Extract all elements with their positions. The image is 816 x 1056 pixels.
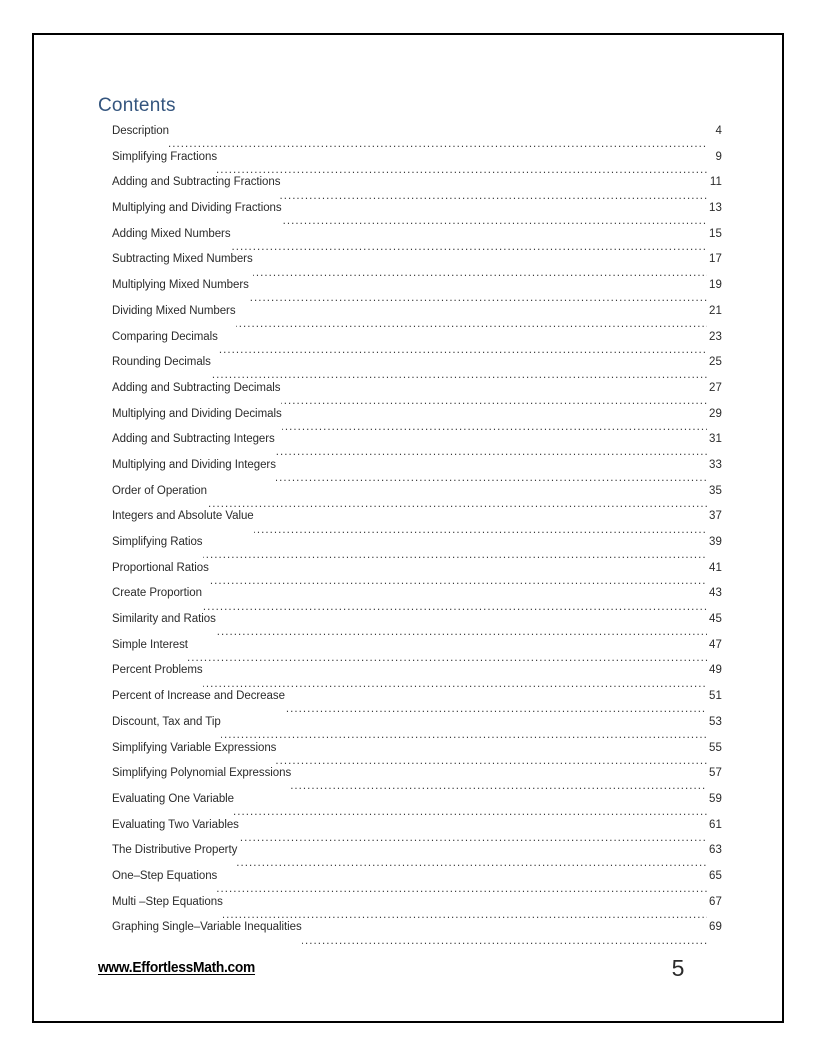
toc-entry-label: Multi –Step Equations — [112, 895, 223, 908]
toc-entry[interactable] — [98, 382, 722, 408]
toc-dot-leader — [203, 679, 707, 691]
toc-entry-page-number: 43 — [709, 587, 722, 600]
toc-dot-leader — [250, 293, 707, 305]
toc-dot-leader — [232, 242, 707, 254]
toc-entry-label: Similarity and Ratios — [112, 613, 216, 626]
toc-entry-label: Adding and Subtracting Integers — [112, 433, 275, 446]
toc-entry-label: Multiplying Mixed Numbers — [112, 279, 249, 292]
toc-entry[interactable] — [98, 844, 722, 870]
toc-dot-leader — [302, 936, 707, 948]
toc-entry[interactable] — [98, 587, 722, 613]
toc-entry-page-number: 9 — [715, 150, 722, 163]
toc-entry-page-number: 49 — [709, 664, 722, 677]
toc-entry-label: Graphing Single–Variable Inequalities — [112, 921, 302, 934]
toc-entry-page-number: 17 — [709, 253, 722, 266]
toc-entry-list — [98, 125, 722, 947]
toc-dot-leader — [203, 602, 707, 614]
toc-entry[interactable] — [98, 613, 722, 639]
toc-entry-label: Rounding Decimals — [112, 356, 211, 369]
toc-entry-page-number: 41 — [709, 561, 722, 574]
toc-entry[interactable] — [98, 331, 722, 357]
toc-entry-label: Comparing Decimals — [112, 330, 218, 343]
toc-dot-leader — [253, 268, 707, 280]
toc-entry-label: Description — [112, 125, 169, 137]
toc-entry-page-number: 51 — [709, 690, 722, 703]
toc-entry[interactable] — [98, 742, 722, 768]
toc-entry-label: Order of Operation — [112, 484, 207, 497]
toc-entry[interactable] — [98, 819, 722, 845]
toc-entry[interactable] — [98, 870, 722, 896]
toc-entry[interactable] — [98, 793, 722, 819]
toc-entry-label: Evaluating Two Variables — [112, 818, 239, 831]
toc-dot-leader — [276, 756, 707, 768]
website-url-link[interactable]: www.EffortlessMath.com — [98, 960, 256, 976]
toc-entry-label: Simplifying Ratios — [112, 536, 203, 548]
toc-dot-leader — [210, 576, 707, 588]
toc-entry[interactable] — [98, 279, 722, 305]
toc-entry-page-number: 35 — [709, 484, 722, 497]
toc-entry[interactable] — [98, 510, 722, 536]
toc-entry-page-number: 31 — [709, 433, 722, 446]
toc-dot-leader — [188, 653, 707, 665]
toc-entry-page-number: 13 — [709, 202, 722, 215]
toc-entry-page-number: 33 — [709, 458, 722, 471]
table-of-contents — [98, 95, 722, 947]
toc-dot-leader — [169, 139, 707, 151]
toc-entry-page-number: 63 — [709, 844, 722, 857]
toc-entry-page-number: 19 — [709, 279, 722, 292]
toc-entry[interactable] — [98, 485, 722, 511]
toc-entry-page-number: 39 — [709, 536, 722, 548]
toc-dot-leader — [217, 884, 707, 896]
toc-entry[interactable] — [98, 459, 722, 485]
toc-entry[interactable] — [98, 433, 722, 459]
toc-entry-page-number: 25 — [709, 356, 722, 369]
toc-dot-leader — [283, 216, 707, 228]
toc-entry-label: Multiplying and Dividing Fractions — [112, 202, 282, 215]
toc-dot-leader — [212, 370, 707, 382]
toc-entry-page-number: 53 — [709, 715, 722, 728]
toc-entry-page-number: 23 — [709, 330, 722, 343]
toc-dot-leader — [217, 165, 707, 177]
toc-entry-page-number: 29 — [709, 407, 722, 420]
toc-entry[interactable] — [98, 151, 722, 177]
toc-entry-label: Evaluating One Variable — [112, 792, 235, 805]
toc-dot-leader — [240, 833, 707, 845]
toc-entry[interactable] — [98, 228, 722, 254]
toc-dot-leader — [236, 319, 707, 331]
toc-entry-label: Multiplying and Dividing Integers — [112, 458, 276, 471]
toc-entry-label: Create Proportion — [112, 587, 202, 600]
toc-dot-leader — [286, 704, 707, 716]
toc-entry-page-number: 59 — [709, 792, 722, 805]
toc-entry[interactable] — [98, 716, 722, 742]
toc-entry-page-number: 37 — [709, 510, 722, 523]
toc-entry-page-number: 27 — [709, 381, 722, 394]
toc-entry[interactable] — [98, 639, 722, 665]
toc-entry-label: Dividing Mixed Numbers — [112, 304, 236, 317]
toc-dot-leader — [219, 345, 707, 357]
page-title: Contents — [98, 95, 176, 116]
toc-entry-label: Simplifying Polynomial Expressions — [112, 767, 292, 780]
toc-dot-leader — [237, 858, 707, 870]
toc-entry-page-number: 67 — [709, 895, 722, 908]
toc-entry-label: Proportional Ratios — [112, 561, 209, 574]
toc-entry[interactable] — [98, 562, 722, 588]
toc-entry[interactable] — [98, 125, 722, 151]
toc-entry-label: Percent of Increase and Decrease — [112, 690, 285, 703]
toc-entry-label: Discount, Tax and Tip — [112, 715, 221, 728]
toc-entry[interactable] — [98, 767, 722, 793]
toc-entry-page-number: 45 — [709, 613, 722, 626]
toc-entry[interactable] — [98, 896, 722, 922]
toc-entry-label: Integers and Absolute Value — [112, 510, 254, 523]
toc-entry-page-number: 47 — [709, 638, 722, 651]
page-footer — [98, 954, 722, 988]
toc-entry-page-number: 21 — [709, 304, 722, 317]
toc-entry[interactable] — [98, 356, 722, 382]
toc-entry-page-number: 69 — [709, 921, 722, 934]
toc-entry[interactable] — [98, 202, 722, 228]
toc-dot-leader — [291, 781, 707, 793]
toc-dot-leader — [234, 807, 707, 819]
toc-dot-leader — [276, 447, 707, 459]
toc-entry-label: One–Step Equations — [112, 869, 218, 882]
toc-dot-leader — [221, 730, 707, 742]
toc-entry-page-number: 11 — [709, 176, 722, 189]
toc-entry-label: Adding Mixed Numbers — [112, 227, 231, 240]
page-number: 5 — [671, 955, 685, 981]
toc-entry[interactable] — [98, 536, 722, 562]
toc-dot-leader — [254, 525, 707, 537]
toc-entry[interactable] — [98, 176, 722, 202]
toc-entry[interactable] — [98, 305, 722, 331]
toc-dot-leader — [282, 422, 707, 434]
toc-entry-page-number: 65 — [709, 869, 722, 882]
toc-entry-page-number: 15 — [709, 227, 722, 240]
toc-entry-label: Multiplying and Dividing Decimals — [112, 407, 282, 420]
toc-entry-page-number: 4 — [715, 125, 722, 137]
toc-dot-leader — [280, 191, 707, 203]
toc-entry-label: Percent Problems — [112, 664, 203, 677]
toc-entry[interactable] — [98, 408, 722, 434]
toc-dot-leader — [203, 550, 708, 562]
toc-entry-label: Simplifying Fractions — [112, 150, 218, 163]
toc-dot-leader — [223, 910, 707, 922]
toc-dot-leader — [281, 396, 708, 408]
toc-dot-leader — [276, 473, 707, 485]
toc-entry[interactable] — [98, 690, 722, 716]
toc-entry-label: Simple Interest — [112, 638, 188, 651]
toc-entry-label: Subtracting Mixed Numbers — [112, 253, 253, 266]
page-border — [32, 33, 784, 1023]
toc-entry[interactable] — [98, 921, 722, 947]
toc-entry-page-number: 61 — [709, 818, 722, 831]
toc-entry-label: The Distributive Property — [112, 844, 238, 857]
toc-entry-page-number: 57 — [709, 767, 722, 780]
toc-entry-label: Adding and Subtracting Decimals — [112, 381, 281, 394]
toc-entry-label: Adding and Subtracting Fractions — [112, 176, 281, 189]
toc-entry-page-number: 55 — [709, 741, 722, 754]
toc-dot-leader — [217, 627, 707, 639]
toc-entry-label: Simplifying Variable Expressions — [112, 741, 277, 754]
toc-entry[interactable] — [98, 664, 722, 690]
toc-entry[interactable] — [98, 253, 722, 279]
toc-dot-leader — [208, 499, 707, 511]
